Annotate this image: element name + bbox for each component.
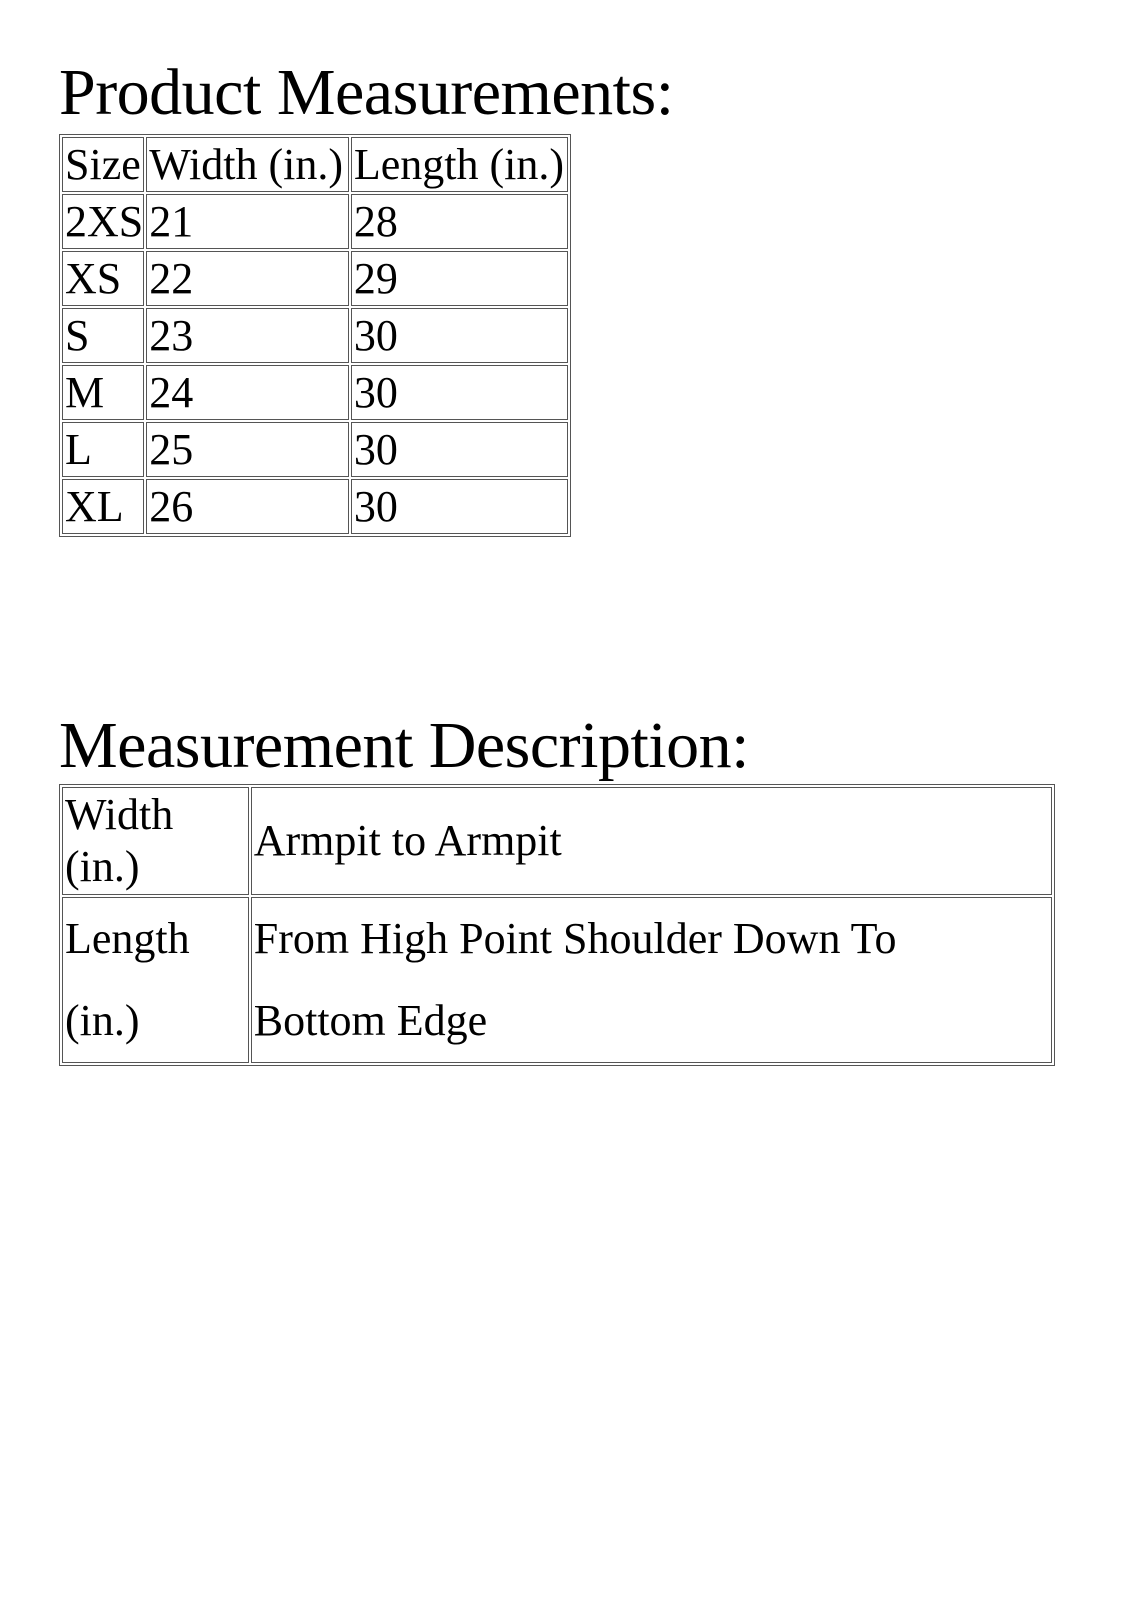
size-cell: S: [62, 308, 144, 363]
description-definition: [251, 897, 1052, 1063]
size-cell: M: [62, 365, 144, 420]
description-definition: [251, 787, 1052, 895]
table-row: [62, 897, 1052, 1063]
header-size: Size: [62, 137, 144, 192]
table-row: [62, 194, 568, 249]
width-cell: 26: [146, 479, 349, 534]
width-cell: 24: [146, 365, 349, 420]
measurement-description-table: [59, 784, 1055, 1066]
term-line: (in.): [65, 842, 140, 891]
header-width: Width (in.): [146, 137, 349, 192]
size-measurements-table: [59, 134, 571, 537]
definition-line: From High Point Shoulder Down To: [253, 914, 897, 963]
length-cell: 30: [351, 479, 568, 534]
term-line: Length: [65, 914, 190, 963]
size-cell: L: [62, 422, 144, 477]
length-cell: 30: [351, 308, 568, 363]
width-cell: 22: [146, 251, 349, 306]
width-cell: 21: [146, 194, 349, 249]
table-row: [62, 479, 568, 534]
size-cell: XS: [62, 251, 144, 306]
size-cell: 2XS: [62, 194, 144, 249]
length-cell: 30: [351, 422, 568, 477]
length-cell: 30: [351, 365, 568, 420]
length-cell: 28: [351, 194, 568, 249]
term-line: (in.): [65, 996, 140, 1045]
table-header-row: [62, 137, 568, 192]
length-cell: 29: [351, 251, 568, 306]
measurement-description-heading: Measurement Description:: [59, 709, 749, 782]
table-row: [62, 787, 1052, 895]
table-row: [62, 365, 568, 420]
table-row: [62, 251, 568, 306]
width-cell: 25: [146, 422, 349, 477]
term-line: Width: [65, 790, 174, 839]
width-cell: 23: [146, 308, 349, 363]
table-row: [62, 422, 568, 477]
table-row: [62, 308, 568, 363]
description-term: [62, 787, 249, 895]
header-length: Length (in.): [351, 137, 568, 192]
product-measurements-heading: Product Measurements:: [59, 56, 674, 129]
definition-line: Bottom Edge: [253, 996, 488, 1045]
definition-line: Armpit to Armpit: [253, 816, 562, 865]
size-cell: XL: [62, 479, 144, 534]
description-term: [62, 897, 249, 1063]
